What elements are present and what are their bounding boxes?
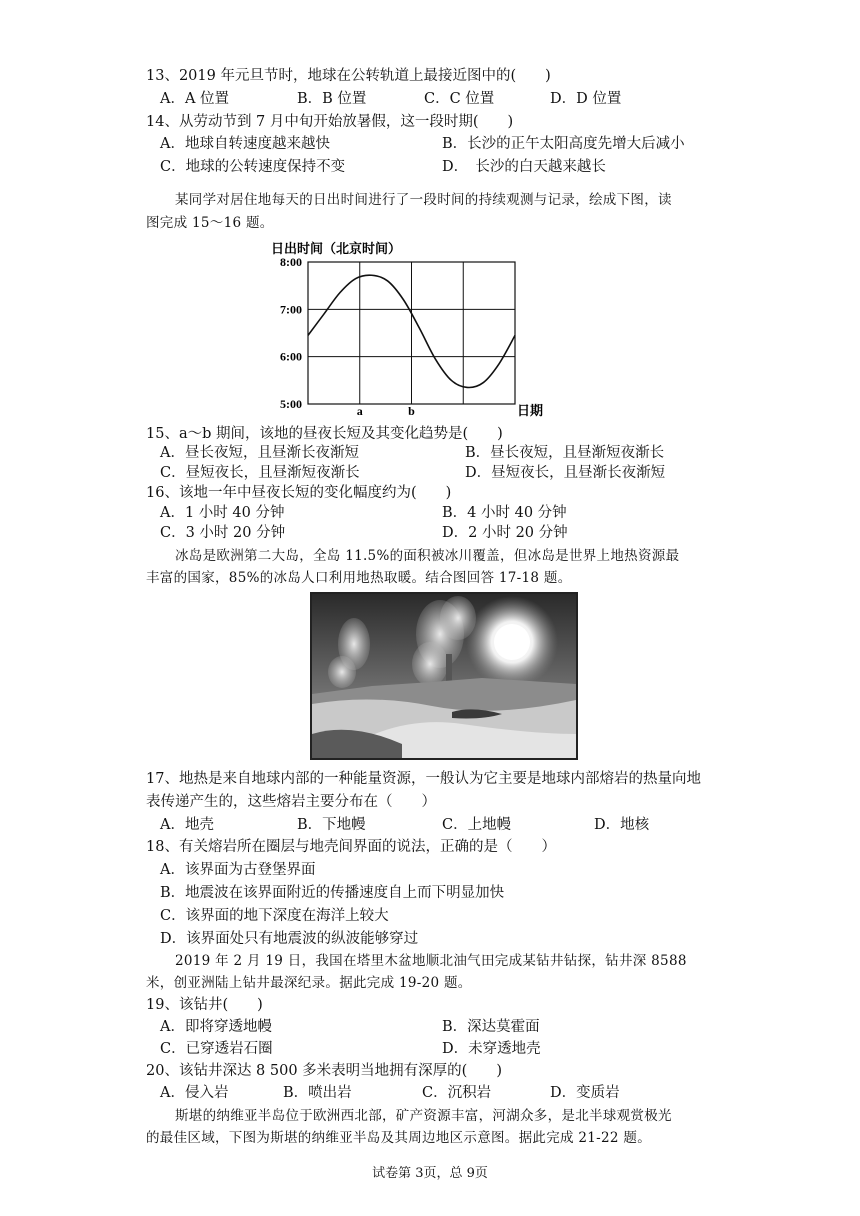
intro-21-22-line1: 斯堪的纳维亚半岛位于欧洲西北部，矿产资源丰富，河湖众多，是北半球观赏极光 bbox=[175, 1108, 672, 1124]
q17-option-d[interactable]: D．地核 bbox=[594, 817, 650, 833]
q19-option-a[interactable]: A．即将穿透地幔 bbox=[160, 1019, 272, 1035]
q18-option-d[interactable]: D．该界面处只有地震波的纵波能够穿过 bbox=[160, 931, 419, 947]
q20-options bbox=[160, 1083, 760, 1103]
y-tick-label: 6:00 bbox=[280, 349, 302, 364]
q17-option-c[interactable]: C．上地幔 bbox=[442, 817, 512, 833]
q14-option-d[interactable]: D． 长沙的白天越来越长 bbox=[442, 159, 606, 175]
q13-option-c[interactable]: C．C 位置 bbox=[424, 91, 495, 107]
q15-stem: 15、a～b 期间，该地的昼夜长短及其变化趋势是( ) bbox=[146, 426, 503, 442]
q17-option-a[interactable]: A．地壳 bbox=[160, 817, 214, 833]
intro-19-20-line2: 米，创亚洲陆上钻井最深纪录。据此完成 19-20 题。 bbox=[146, 975, 472, 991]
q15-option-d[interactable]: D．昼短夜长，且昼渐长夜渐短 bbox=[465, 465, 666, 481]
sunrise-time-chart bbox=[265, 237, 555, 423]
q18-stem: 18、有关熔岩所在圈层与地壳间界面的说法，正确的是（ ） bbox=[146, 839, 556, 855]
q15-options-row1 bbox=[160, 443, 760, 463]
q14-option-b[interactable]: B．长沙的正午太阳高度先增大后减小 bbox=[442, 136, 685, 152]
q16-option-d[interactable]: D．2 小时 20 分钟 bbox=[442, 525, 568, 541]
q14-option-c[interactable]: C．地球的公转速度保持不变 bbox=[160, 159, 346, 175]
q14-stem: 14、从劳动节到 7 月中旬开始放暑假，这一段时期( ) bbox=[146, 114, 514, 130]
q19-option-d[interactable]: D．未穿透地壳 bbox=[442, 1041, 541, 1057]
q19-option-b[interactable]: B．深达莫霍面 bbox=[442, 1019, 540, 1035]
x-axis-label: 日期 bbox=[517, 403, 544, 418]
q15-options-row2 bbox=[160, 463, 760, 483]
page-footer: 试卷第 3页，总 9页 bbox=[372, 1166, 488, 1181]
q13-option-d[interactable]: D．D 位置 bbox=[550, 91, 622, 107]
chart-y-ticks bbox=[280, 255, 302, 411]
q16-option-c[interactable]: C．3 小时 20 分钟 bbox=[160, 525, 286, 541]
q18-option-a[interactable]: A．该界面为古登堡界面 bbox=[160, 862, 316, 878]
q16-option-b[interactable]: B．4 小时 40 分钟 bbox=[442, 505, 567, 521]
q17-options bbox=[160, 815, 760, 835]
y-tick-label: 8:00 bbox=[280, 255, 302, 269]
q17-option-b[interactable]: B．下地幔 bbox=[297, 817, 366, 833]
q15-option-c[interactable]: C．昼短夜长，且昼渐短夜渐长 bbox=[160, 465, 360, 481]
q18-option-c[interactable]: C．该界面的地下深度在海洋上较大 bbox=[160, 908, 389, 924]
q19-stem: 19、该钻井( ) bbox=[146, 997, 263, 1013]
intro-21-22-line2: 的最佳区域，下图为斯堪的纳维亚半岛及其周边地区示意图。据此完成 21-22 题。 bbox=[146, 1130, 651, 1146]
q20-stem: 20、该钻井深达 8 500 多米表明当地拥有深厚的( ) bbox=[146, 1063, 502, 1079]
chart-title: 日出时间（北京时间） bbox=[271, 241, 402, 256]
q19-options-row1 bbox=[160, 1017, 760, 1037]
q19-option-c[interactable]: C．已穿透岩石圈 bbox=[160, 1041, 273, 1057]
chart-x-ticks bbox=[357, 404, 415, 418]
q16-stem: 16、该地一年中昼夜长短的变化幅度约为( ) bbox=[146, 485, 452, 501]
intro-17-18-line1: 冰岛是欧洲第二大岛，全岛 11.5%的面积被冰川覆盖，但冰岛是世界上地热资源最 bbox=[175, 548, 680, 564]
q15-option-b[interactable]: B．昼长夜短，且昼渐短夜渐长 bbox=[465, 445, 665, 461]
q15-option-a[interactable]: A．昼长夜短，且昼渐长夜渐短 bbox=[160, 445, 359, 461]
q13-option-b[interactable]: B．B 位置 bbox=[297, 91, 367, 107]
q17-stem-line2: 表传递产生的，这些熔岩主要分布在（ ） bbox=[146, 794, 436, 810]
x-tick-label: b bbox=[408, 404, 415, 418]
q17-stem-line1: 17、地热是来自地球内部的一种能量资源，一般认为它主要是地球内部熔岩的热量向地 bbox=[146, 771, 701, 787]
q13-options bbox=[160, 89, 760, 109]
iceland-geothermal-photo bbox=[310, 592, 578, 760]
q16-option-a[interactable]: A．1 小时 40 分钟 bbox=[160, 505, 285, 521]
intro-15-16-line1: 某同学对居住地每天的日出时间进行了一段时间的持续观测与记录，绘成下图，读 bbox=[175, 192, 672, 208]
q20-option-c[interactable]: C．沉积岩 bbox=[422, 1085, 492, 1101]
q20-option-a[interactable]: A．侵入岩 bbox=[160, 1085, 229, 1101]
q16-options-row2 bbox=[160, 523, 760, 543]
q13-option-a[interactable]: A．A 位置 bbox=[160, 91, 230, 107]
intro-19-20-line1: 2019 年 2 月 19 日，我国在塔里木盆地顺北油气田完成某钻井钻探，钻井深 8588 bbox=[175, 953, 687, 969]
x-tick-label: a bbox=[356, 404, 363, 418]
q20-option-d[interactable]: D．变质岩 bbox=[550, 1085, 620, 1101]
y-tick-label: 5:00 bbox=[280, 397, 302, 411]
q16-options-row1 bbox=[160, 503, 760, 523]
q13-stem: 13、2019 年元旦节时，地球在公转轨道上最接近图中的( ) bbox=[146, 68, 551, 84]
q14-option-a[interactable]: A．地球自转速度越来越快 bbox=[160, 136, 330, 152]
q14-options-row2 bbox=[160, 157, 760, 177]
y-tick-label: 7:00 bbox=[280, 302, 302, 317]
q14-options-row1 bbox=[160, 134, 760, 154]
intro-15-16-line2: 图完成 15～16 题。 bbox=[146, 215, 274, 231]
intro-17-18-line2: 丰富的国家，85%的冰岛人口利用地热取暖。结合图回答 17-18 题。 bbox=[146, 570, 572, 586]
q20-option-b[interactable]: B．喷出岩 bbox=[283, 1085, 352, 1101]
q19-options-row2 bbox=[160, 1039, 760, 1059]
q18-option-b[interactable]: B．地震波在该界面附近的传播速度自上而下明显加快 bbox=[160, 885, 505, 901]
